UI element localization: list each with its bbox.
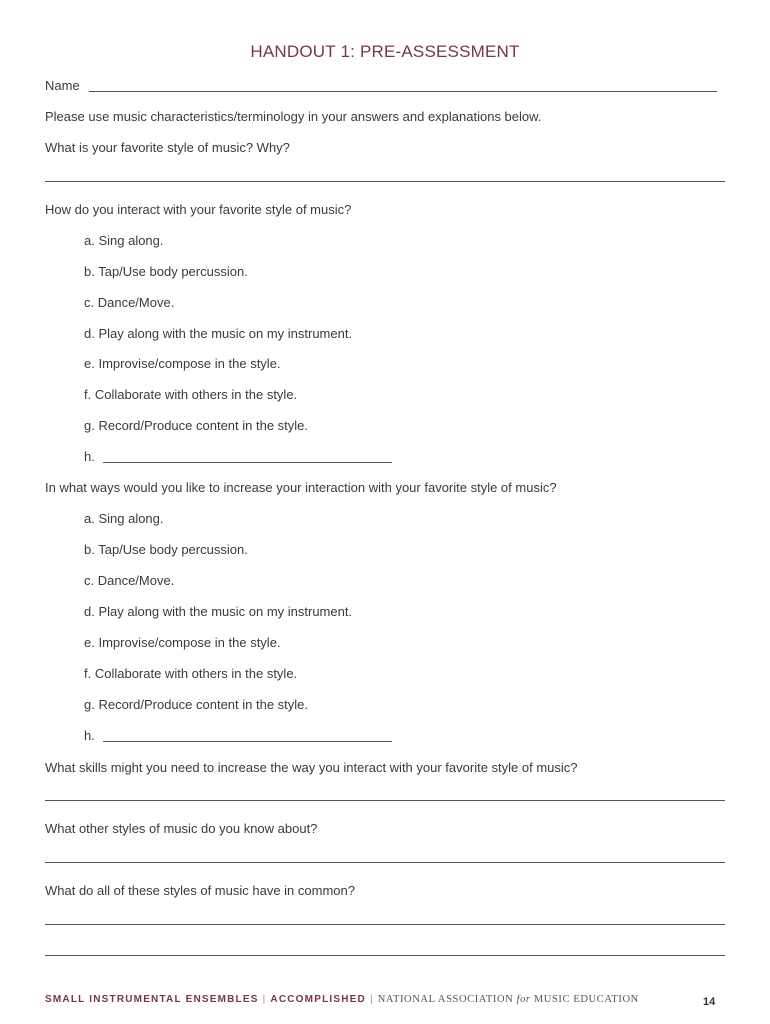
footer-org-for: for xyxy=(516,994,531,1005)
increase-option: d. Play along with the music on my instrument. xyxy=(84,604,353,619)
question-skills: What skills might you need to increase the way you interact with your favorite style of music? xyxy=(45,760,578,775)
increase-option: e. Improvise/compose in the style. xyxy=(84,635,281,650)
footer-org-part2: MUSIC EDUCATION xyxy=(533,994,639,1005)
interaction-option-other: h. xyxy=(84,449,95,464)
footer-series: SMALL INSTRUMENTAL ENSEMBLES xyxy=(45,994,259,1005)
common-answer-line-1[interactable] xyxy=(45,924,725,925)
common-answer-line-2[interactable] xyxy=(45,955,725,956)
increase-option: b. Tap/Use body percussion. xyxy=(84,542,248,557)
instructions: Please use music characteristics/terminology in your answers and explanations below. xyxy=(45,109,542,124)
name-label: Name xyxy=(45,78,80,93)
question-common: What do all of these styles of music have in common? xyxy=(45,883,355,898)
page-number: 14 xyxy=(703,996,716,1008)
increase-option: f. Collaborate with others in the style. xyxy=(84,666,298,681)
skills-answer-line[interactable] xyxy=(45,800,725,801)
interaction-option: e. Improvise/compose in the style. xyxy=(84,356,281,371)
interaction-other-line[interactable] xyxy=(103,462,392,463)
name-answer-line[interactable] xyxy=(89,91,717,92)
increase-option: g. Record/Produce content in the style. xyxy=(84,697,309,712)
interaction-option: f. Collaborate with others in the style. xyxy=(84,387,298,402)
increase-other-line[interactable] xyxy=(103,741,392,742)
footer xyxy=(45,994,639,1005)
other-styles-answer-line[interactable] xyxy=(45,862,725,863)
footer-org-part1: NATIONAL ASSOCIATION xyxy=(377,994,514,1005)
question-other-styles: What other styles of music do you know about? xyxy=(45,821,318,836)
increase-option: c. Dance/Move. xyxy=(84,573,175,588)
interaction-option: a. Sing along. xyxy=(84,233,164,248)
interaction-option: b. Tap/Use body percussion. xyxy=(84,264,248,279)
increase-option-other: h. xyxy=(84,728,95,743)
footer-separator: | xyxy=(369,994,374,1005)
question-interaction: How do you interact with your favorite style of music? xyxy=(45,202,352,217)
favorite-style-answer-line[interactable] xyxy=(45,181,725,182)
footer-organization xyxy=(378,994,639,1005)
question-favorite-style: What is your favorite style of music? Why? xyxy=(45,140,290,155)
question-increase-interaction: In what ways would you like to increase your interaction with your favorite style of music? xyxy=(45,480,557,495)
footer-level: ACCOMPLISHED xyxy=(270,994,366,1005)
interaction-option: c. Dance/Move. xyxy=(84,295,175,310)
page-title: HANDOUT 1: PRE-ASSESSMENT xyxy=(250,42,520,61)
increase-option: a. Sing along. xyxy=(84,511,164,526)
interaction-option: g. Record/Produce content in the style. xyxy=(84,418,309,433)
footer-separator: | xyxy=(262,994,267,1005)
interaction-option: d. Play along with the music on my instrument. xyxy=(84,326,353,341)
